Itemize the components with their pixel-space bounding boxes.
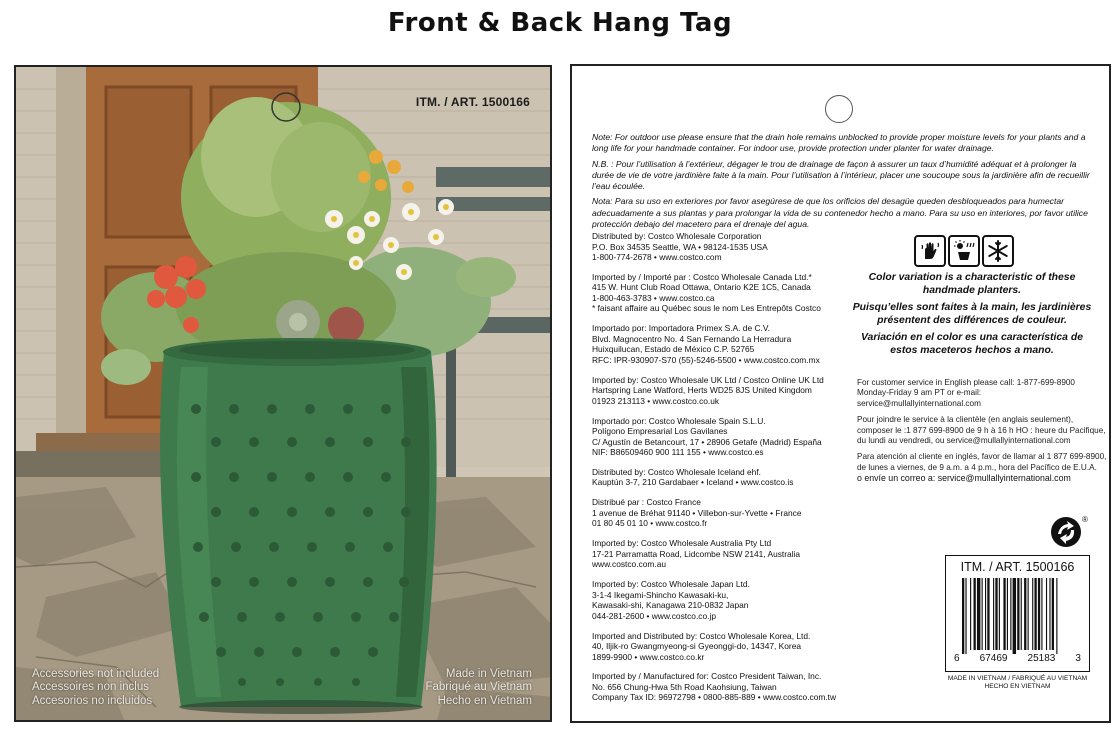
distributor-usa xyxy=(592,231,854,263)
service-fr: Pour joindre le service à la clientèle (en anglais seulement), composer le :1 877 699-8900 de 9 h à 16 h HO : heure du Pacifique, du lundi au vendredi, ou service@mullallyinternational.com xyxy=(857,415,1106,446)
distributor-line: Distribué par : Costco France xyxy=(592,497,701,508)
barcode-bar xyxy=(982,578,983,650)
distributor-line: 1-800-774-2678 • www.costco.com xyxy=(592,252,722,262)
distributor-france xyxy=(592,497,854,529)
note-es: Nota: Para su uso en exteriores por favor asegúrese de que los orificios del desagüe queden desbloqueados para humectar adecuadamente a sus plantas y para prolongar la vida de su contenedor hecho a mano. Para su uso en interiores, por favor utilice protección debajo del macetero para el drenaje del agua. xyxy=(592,196,1088,230)
barcode-digits xyxy=(954,653,1081,664)
barcode-bar xyxy=(993,578,994,650)
distributor-japan xyxy=(592,579,854,621)
barcode-bar xyxy=(1034,578,1036,650)
distributor-line: 17-21 Parramatta Road, Lidcombe NSW 2141, Australia xyxy=(592,548,801,559)
distributor-line: Imported by: Costco Wholesale UK Ltd / Costco Online UK Ltd xyxy=(592,374,824,385)
distributor-line: Imported by / Importé par : Costco Wholesale Canada Ltd.* xyxy=(592,271,812,282)
barcode-bar xyxy=(1041,578,1042,650)
distributor-mexico xyxy=(592,323,854,365)
service-es: Para atención al cliente en inglés, favor de llamar al 1 877 699-8900, de lunes a viernes, de 9 a.m. a 4 p.m., hora del Pacífico de E.U.A. xyxy=(857,452,1107,472)
barcode-bar xyxy=(1021,578,1022,650)
service-en: For customer service in English please call: 1-877-699-8900 Monday-Friday 9 am PT or e-mail: service@mullallyinternational.com xyxy=(857,378,1075,408)
barcode-bar xyxy=(987,578,989,650)
front-hang-tag xyxy=(14,65,552,722)
color-variation-en: Color variation is a characteristic of these handmade planters. xyxy=(868,272,1076,296)
made-in-fr: Fabriqué au Vietnam xyxy=(425,681,532,693)
color-variation-es: Variación en el color es una característica de estos maceteros hechos a mano. xyxy=(861,332,1083,356)
distributor-line: www.costco.com.au xyxy=(592,559,667,570)
distributor-line: Imported by: Costco Wholesale Australia Pty Ltd xyxy=(592,538,772,549)
back-made-in xyxy=(945,675,1090,691)
recycle-icon xyxy=(1048,512,1088,557)
sun-rain-icon xyxy=(948,235,980,267)
accessories-note xyxy=(32,668,159,709)
svg-text:®: ® xyxy=(1082,515,1088,524)
made-in-en: Made in Vietnam xyxy=(445,667,532,680)
barcode-item-number: ITM. / ART. 1500166 xyxy=(960,560,1075,574)
accessories-en: Accessories not included xyxy=(32,667,160,680)
distributor-line: 3-1-4 Ikegami-Shincho Kawasaki-ku, xyxy=(592,589,729,600)
barcode-bar xyxy=(995,578,997,650)
barcode-bar xyxy=(1038,578,1040,650)
front-item-number: ITM. / ART. 1500166 xyxy=(415,95,530,109)
service-email-line: o envíe un correo a: service@mullallyinternational.com xyxy=(857,473,1071,484)
distributor-line: NIF: B86509460 900 111 155 • www.costco.es xyxy=(592,447,764,458)
customer-service xyxy=(857,378,1107,484)
note-en: Note: For outdoor use please ensure that the drain hole remains unblocked to provide proper moisture levels for your plants and a long life for your handmade container. For indoor use, provide protection under planter for water drainage. xyxy=(592,132,1086,154)
distributor-line: * faisant affaire au Québec sous le nom Les Entrepôts Costco xyxy=(592,303,821,314)
barcode-digit-group: 25183 xyxy=(1027,653,1056,664)
accessories-es: Accesorios no incluidos xyxy=(32,694,153,707)
barcode-label xyxy=(945,555,1090,672)
distributor-uk xyxy=(592,375,854,407)
distributor-line: Imported by: Costco Wholesale Japan Ltd. xyxy=(592,579,750,590)
barcode-bar xyxy=(1003,578,1005,650)
distributor-australia xyxy=(592,538,854,570)
distributor-iceland xyxy=(592,467,854,488)
barcode-bar xyxy=(962,578,964,654)
distributor-line: Polígono Empresarial Los Gavilanes xyxy=(592,426,728,437)
barcode-digit-group: 3 xyxy=(1075,653,1081,664)
barcode-bar xyxy=(985,578,986,650)
distributor-line: Importado por: Importadora Primex S.A. de C.V. xyxy=(592,323,770,334)
accessories-fr: Accessoires non inclus xyxy=(32,681,149,693)
barcode-bar xyxy=(970,578,971,650)
barcode-bar xyxy=(1046,578,1047,650)
distributor-line: 40, Iljik-ro Gwangmyeong-si Gyeonggi-do, 14347, Korea xyxy=(592,641,802,652)
color-variation-notice xyxy=(847,272,1097,363)
distributor-line: Company Tax ID: 96972798 • 0800-885-889 • www.costco.com.tw xyxy=(592,692,837,703)
distributor-line: RFC: IPR-930907-S70 (55)-5246-5500 • www.costco.com.mx xyxy=(592,354,820,365)
distributor-line: P.O. Box 34535 Seattle, WA • 98124-1535 USA xyxy=(592,241,768,252)
distributor-line: 044-281-2600 • www.costco.co.jp xyxy=(592,610,716,621)
distributor-line: Hartspring Lane Watford, Herts WD25 8JS United Kingdom xyxy=(592,385,812,396)
distributor-line: Huixquilucan, Estado de México C.P. 52765 xyxy=(592,344,755,355)
care-notes xyxy=(592,132,1092,234)
snowflake-icon xyxy=(982,235,1014,267)
page-title: Front & Back Hang Tag xyxy=(387,8,733,38)
care-icons xyxy=(914,235,1014,269)
barcode-bar xyxy=(965,578,966,654)
hand-wash-icon xyxy=(914,235,946,267)
planter-photo xyxy=(16,67,552,722)
made-in-line: HECHO EN VIETNAM xyxy=(984,683,1051,690)
distributor-line: 01923 213113 • www.costco.co.uk xyxy=(592,395,720,406)
barcode-bar xyxy=(1056,578,1057,654)
barcode-bar xyxy=(1017,578,1019,650)
distributor-line: 01 80 45 01 10 • www.costco.fr xyxy=(592,518,708,529)
distributor-line: Blvd. Magnocentro No. 4 San Fernando La Herradura xyxy=(592,333,792,344)
distributor-line: No. 656 Chung-Hwa 5th Road Kaohsiung, Taiwan xyxy=(592,681,777,692)
distributor-line: Kawasaki-shi, Kanagawa 210-0832 Japan xyxy=(592,600,749,611)
distributor-line: Distributed by: Costco Wholesale Iceland ehf. xyxy=(592,466,761,477)
distributor-line: Importado por: Costco Wholesale Spain S.L.U. xyxy=(592,415,766,426)
distributor-list xyxy=(592,231,854,712)
distributor-spain xyxy=(592,416,854,458)
barcode-bar xyxy=(974,578,976,650)
barcode-bar xyxy=(1052,578,1054,650)
distributor-line: 1-800-463-3783 • www.costco.ca xyxy=(592,292,715,303)
barcode-bar xyxy=(1049,578,1050,650)
distributor-line: Imported and Distributed by: Costco Wholesale Korea, Ltd. xyxy=(592,630,811,641)
made-in-es: Hecho en Vietnam xyxy=(437,694,532,707)
front-made-in xyxy=(425,668,532,709)
distributor-line: 415 W. Hunt Club Road Ottawa, Ontario K2E 1C5, Canada xyxy=(592,282,811,293)
distributor-line: Distributed by: Costco Wholesale Corporation xyxy=(592,231,762,241)
barcode-bar xyxy=(1013,578,1016,654)
color-variation-fr: Puisqu’elles sont faites à la main, les jardinières présentent des différences de couleur. xyxy=(852,302,1092,326)
distributor-korea xyxy=(592,631,854,663)
barcode-bar xyxy=(1010,578,1011,650)
distributor-line: C/ Agustín de Betancourt, 17 • 28906 Getafe (Madrid) España xyxy=(592,436,822,447)
barcode-bar xyxy=(1032,578,1033,650)
barcode-bar xyxy=(1024,578,1026,650)
distributor-line: 1899-9900 • www.costco.co.kr xyxy=(592,651,705,662)
distributor-canada xyxy=(592,272,854,314)
barcode-bar xyxy=(999,578,1000,650)
barcode-digit-group: 67469 xyxy=(979,653,1008,664)
made-in-line: MADE IN VIETNAM / FABRIQUÉ AU VIETNAM xyxy=(947,675,1088,682)
hang-hole xyxy=(825,95,853,123)
barcode-digit-group: 6 xyxy=(954,653,960,664)
distributor-line: Kauptún 3-7, 210 Gardabaer • Iceland • www.costco.is xyxy=(592,477,794,488)
barcode-bar xyxy=(977,578,980,650)
distributor-line: 1 avenue de Bréhat 91140 • Villebon-sur-Yvette • France xyxy=(592,507,802,518)
note-fr: N.B. : Pour l’utilisation à l’extérieur, dégager le trou de drainage de façon à assurer un taux d’humidité adéquat et à prolonger la durée de vie de votre jardinière faite à la main. Pour l’utilisation à l’intérieur, placer une soucoupe sous la jardinière afin de recueillir l’eau écoulée. xyxy=(592,158,1090,192)
distributor-taiwan xyxy=(592,671,854,703)
back-hang-tag xyxy=(570,64,1111,723)
barcode-bar xyxy=(1007,578,1008,650)
barcode-bar xyxy=(1028,578,1029,650)
distributor-line: Imported by / Manufactured for: Costco President Taiwan, Inc. xyxy=(592,671,822,682)
